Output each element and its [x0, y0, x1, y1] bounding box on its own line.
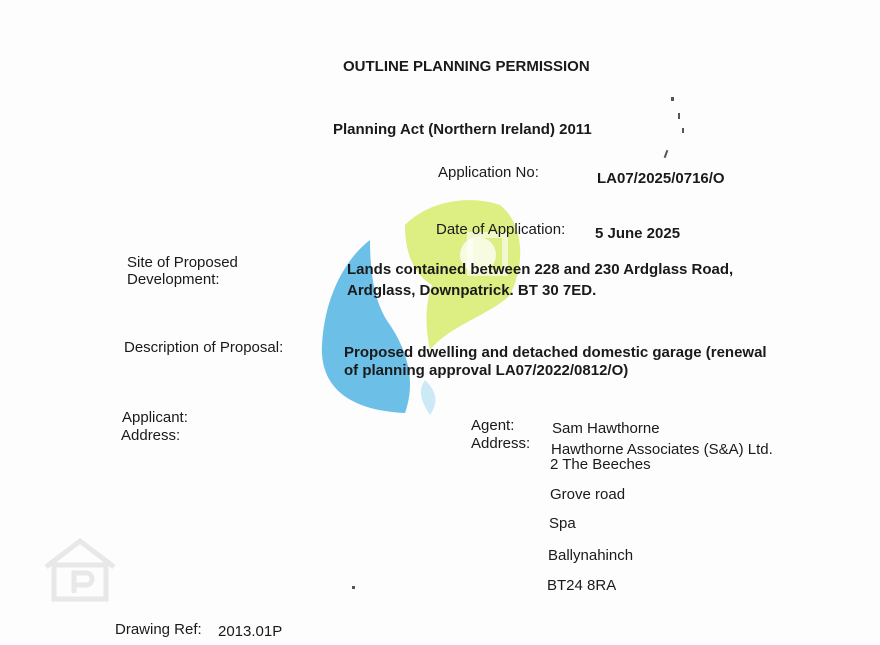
agent-address-line2: Grove road: [550, 486, 626, 503]
scan-mark: [352, 586, 355, 589]
drawing-ref-label: Drawing Ref:: [115, 621, 202, 638]
agent-postcode: BT24 8RA: [547, 577, 617, 594]
agent-address-label: Address:: [471, 435, 531, 452]
description-label: Description of Proposal:: [124, 339, 284, 356]
agent-company: Hawthorne Associates (S&A) Ltd.: [551, 441, 773, 458]
agent-address-line4: Ballynahinch: [548, 547, 634, 564]
document-title: OUTLINE PLANNING PERMISSION: [343, 58, 590, 75]
scan-mark: [671, 97, 674, 101]
scan-mark: [678, 113, 680, 119]
agent-label: Agent:: [471, 417, 515, 434]
site-label-line2: Development:: [127, 271, 220, 288]
applicant-label: Applicant:: [122, 409, 188, 426]
scan-mark: [682, 128, 684, 133]
date-of-application-value: 5 June 2025: [595, 225, 681, 242]
drawing-ref-value: 2013.01P: [218, 623, 283, 640]
scan-mark: [664, 150, 669, 158]
application-no-label: Application No:: [438, 164, 539, 181]
applicant-address-label: Address:: [121, 427, 181, 444]
property-watermark-icon: [42, 537, 118, 603]
site-value-line2: Ardglass, Downpatrick. BT 30 7ED.: [347, 282, 597, 299]
act-reference: Planning Act (Northern Ireland) 2011: [333, 121, 592, 138]
site-label-line1: Site of Proposed: [127, 254, 238, 271]
application-no-value: LA07/2025/0716/O: [597, 170, 725, 187]
description-value-line2: of planning approval LA07/2022/0812/O): [344, 362, 629, 379]
date-of-application-label: Date of Application:: [436, 221, 566, 238]
agent-address-line3: Spa: [549, 515, 576, 532]
description-value-line1: Proposed dwelling and detached domestic garage (renewal: [344, 344, 767, 361]
agent-address-line1: 2 The Beeches: [550, 456, 651, 473]
site-value-line1: Lands contained between 228 and 230 Ardglass Road,: [347, 261, 734, 278]
agent-name: Sam Hawthorne: [552, 420, 660, 437]
